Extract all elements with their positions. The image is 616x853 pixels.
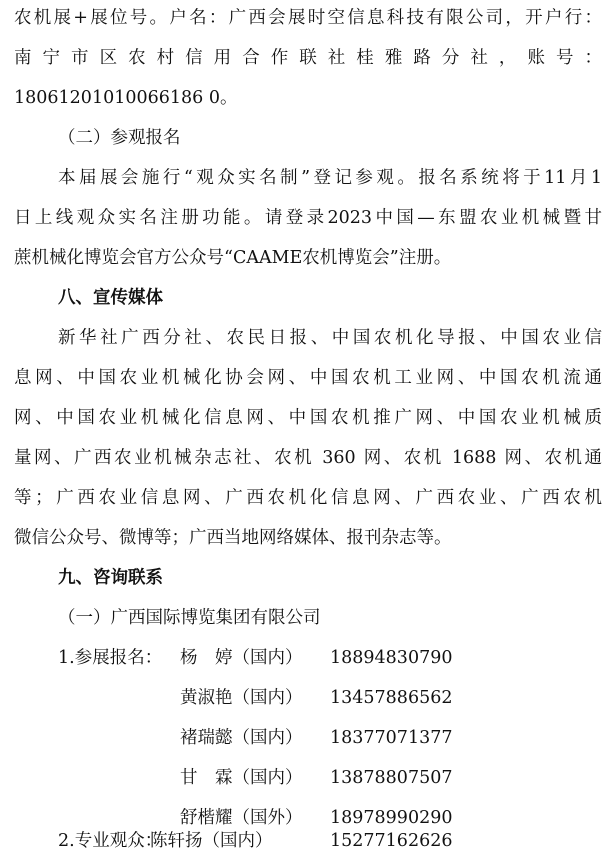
contact-name: 陈轩扬（国内） bbox=[150, 831, 273, 851]
contact-organization: （一）广西国际博览集团有限公司 bbox=[58, 608, 321, 628]
contact-name: 舒楷耀（国外） bbox=[180, 808, 303, 828]
payment-info-line-2: 南 宁 市 区 农 村 信 用 合 作 联 社 桂 雅 路 分 社 ， 账 号 ： bbox=[14, 48, 602, 68]
media-heading: 八、宣传媒体 bbox=[58, 288, 163, 308]
contact-phone: 18377071377 bbox=[330, 728, 453, 748]
media-line-6: 微信公众号、微博等；广西当地网络媒体、报刊杂志等。 bbox=[14, 528, 452, 548]
contact-name: 杨 婷（国内） bbox=[180, 648, 303, 668]
contact-phone: 18894830790 bbox=[330, 648, 453, 668]
visit-registration-para-line-3: 蔗机械化博览会官方公众号“CAAME农机博览会”注册。 bbox=[14, 248, 452, 268]
media-line-1: 新华社广西分社、农民日报、中国农机化导报、中国农业信 bbox=[58, 328, 602, 348]
contact-phone: 18978990290 bbox=[330, 808, 453, 828]
exhibitor-registration-label: 1.参展报名： bbox=[58, 648, 163, 668]
media-line-2: 息网、中国农业机械化协会网、中国农机工业网、中国农机流通 bbox=[14, 368, 602, 388]
media-line-3: 网、中国农业机械化信息网、中国农机推广网、中国农业机械质 bbox=[14, 408, 602, 428]
professional-visitor-label: 2.专业观众： bbox=[58, 831, 163, 851]
visit-registration-para-line-1: 本届展会施行“观众实名制”登记参观。报名系统将于11月1 bbox=[58, 168, 602, 188]
contact-name: 甘 霖（国内） bbox=[180, 768, 303, 788]
payment-info-line-1: 农机展+展位号。户名：广西会展时空信息科技有限公司，开户行： bbox=[14, 8, 602, 28]
contact-name: 黄淑艳（国内） bbox=[180, 688, 303, 708]
contact-phone: 13878807507 bbox=[330, 768, 453, 788]
media-line-4: 量网、广西农业机械杂志社、农机 360 网、农机 1688 网、农机通 bbox=[14, 448, 602, 468]
visit-registration-para-line-2: 日上线观众实名注册功能。请登录2023中国—东盟农业机械暨甘 bbox=[14, 208, 602, 228]
media-line-5: 等；广西农业信息网、广西农机化信息网、广西农业、广西农机 bbox=[14, 488, 602, 508]
contact-phone: 15277162626 bbox=[330, 831, 453, 851]
contact-phone: 13457886562 bbox=[330, 688, 453, 708]
visit-registration-heading: （二）参观报名 bbox=[58, 128, 181, 148]
account-number: 18061201010066186 0。 bbox=[14, 88, 238, 108]
contact-heading: 九、咨询联系 bbox=[58, 568, 163, 588]
contact-name: 褚瑞懿（国内） bbox=[180, 728, 303, 748]
